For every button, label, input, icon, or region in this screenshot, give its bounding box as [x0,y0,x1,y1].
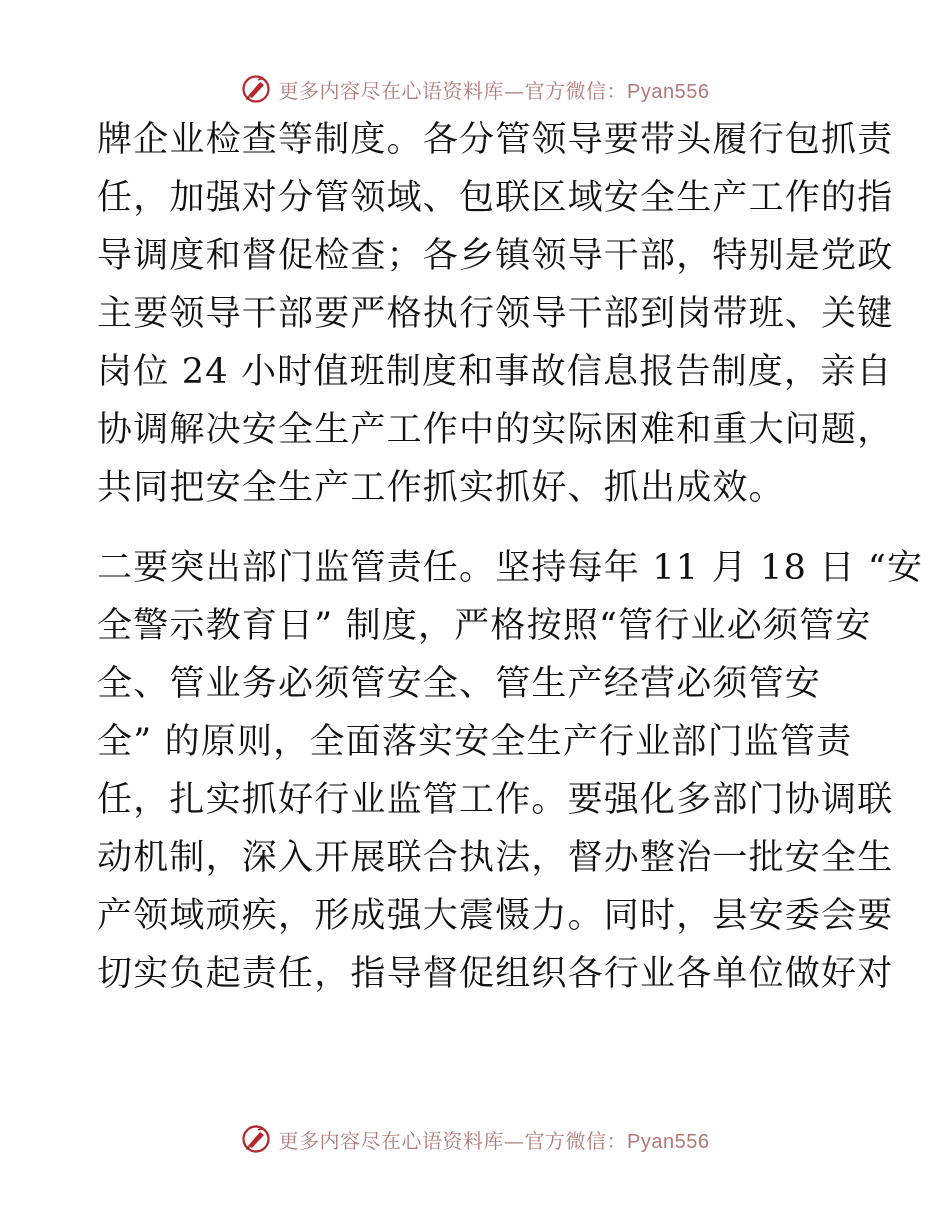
text-line: 全警示教育日” 制度，严格按照“管行业必须管安 [97,606,872,646]
header-watermark [0,72,950,106]
text-line: 全、管业务必须管安全、管生产经营必须管安 [97,664,822,704]
text-line: 岗位 24 小时值班制度和事故信息报告制度，亲自 [97,352,893,392]
text-line: 导调度和督促检查；各乡镇领导干部，特别是党政 [97,236,894,276]
text-line: 牌企业检查等制度。各分管领导要带头履行包抓责 [97,120,894,160]
text-line: 二要突出部门监管责任。坚持每年 11 月 18 日 “安 [97,548,924,588]
pen-logo-icon [241,74,271,104]
footer-watermark [0,1122,950,1156]
text-line: 任，扎实抓好行业监管工作。要强化多部门协调联 [97,780,894,820]
watermark-text: 更多内容尽在心语资料库—官方微信：Pyan556 [278,78,710,103]
text-line: 共同把安全生产工作抓实抓好、抓出成效。 [97,468,785,508]
text-line: 全” 的原则，全面落实安全生产行业部门监管责 [97,722,853,762]
text-line: 动机制，深入开展联合执法，督办整治一批安全生 [97,838,894,878]
text-line: 产领域顽疾，形成强大震慑力。同时，县安委会要 [97,896,894,936]
watermark-text: 更多内容尽在心语资料库—官方微信：Pyan556 [278,1128,710,1153]
text-line: 任，加强对分管领域、包联区域安全生产工作的指 [97,178,894,218]
text-line: 切实负起责任，指导督促组织各行业各单位做好对 [97,954,894,994]
pen-logo-icon [241,1124,271,1154]
text-line: 主要领导干部要严格执行领导干部到岗带班、关键 [97,294,894,334]
text-line: 协调解决安全生产工作中的实际困难和重大问题， [97,410,894,450]
